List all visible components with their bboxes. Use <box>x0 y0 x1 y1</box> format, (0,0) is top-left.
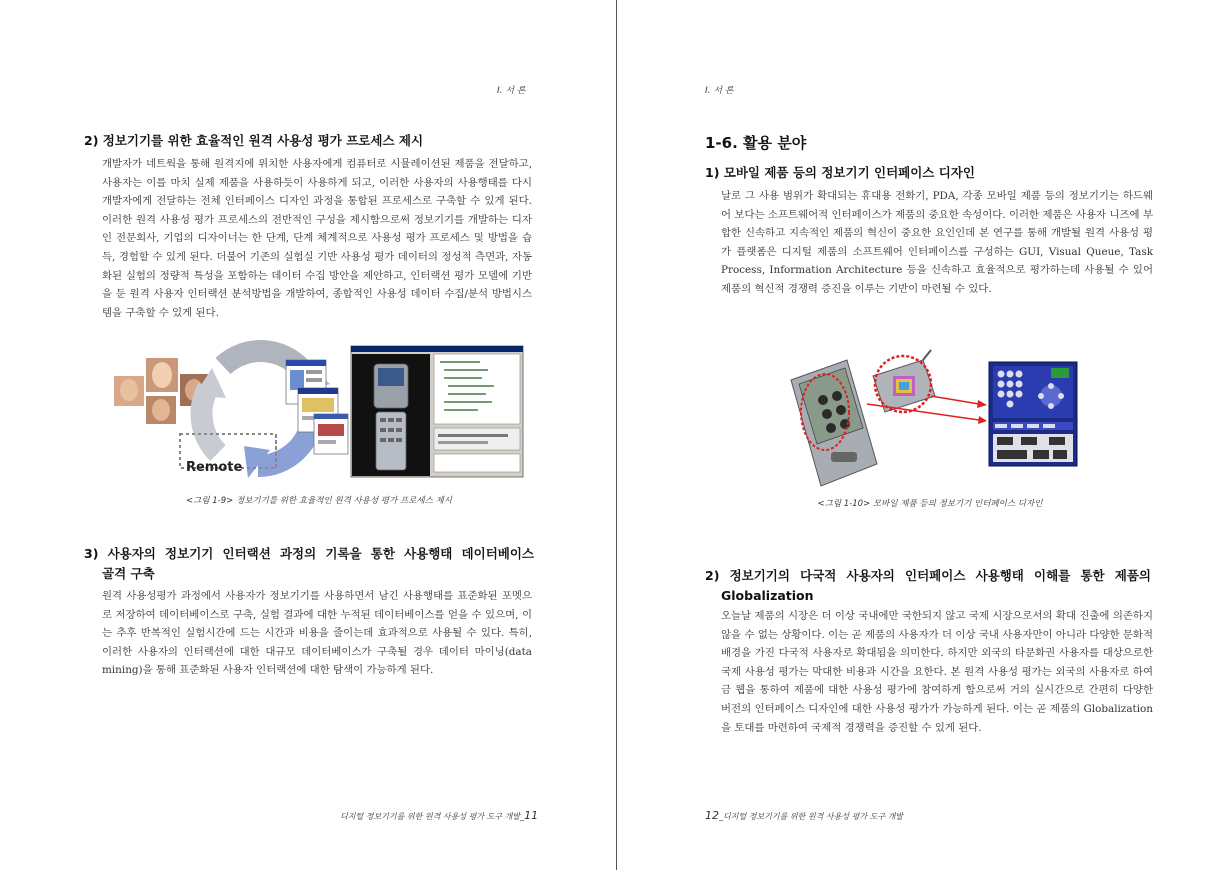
phone-device <box>873 350 935 412</box>
remote-label: Remote <box>186 460 243 475</box>
section-body: 오늘날 제품의 시장은 더 이상 국내에만 국한되지 않고 국제 시장으로서의 확대 진출에 의존하지 않을 수 없는 상황이다. 이는 곧 제품의 사용자가 더 이상 국내 사용자만이 아니라 다양한 문화적 배경을 가진 다국적 사용자로 확대됨을 의미한다. 하지만 외국의 타문화권 사용자를 대상으로한 국제 사용성 평가는 막대한 비용과 시간을 요한다. 본 원격 사용성 평가는 외국의 사용자로 하여금 웹을 통하여 제품에 대한 사용성 평가에 참여하게 함으로써 거의 실시간으로 간편히 다양한 버전의 인터페이스 디자인에 대한 사용성 평가가 가능하게 된다. 이는 곧 제품의 Globalization을 토대를 마련하여 국제적 경쟁력을 증진할 수 있게 된다. <box>721 610 1153 734</box>
page-footer <box>705 809 903 822</box>
right-page <box>617 0 1232 870</box>
footer-title: 디지털 정보기기를 위한 원격 사용성 평가 도구 개발_ <box>340 812 525 821</box>
section-body: 날로 그 사용 범위가 확대되는 휴대용 전화기, PDA, 각종 모바일 제품 등의 정보기기는 하드웨어 보다는 소프트웨어적 인터페이스가 제품의 중요한 속성이다. 이러한 제품은 사용자 니즈에 부합한 신속하고 지속적인 제품의 혁신이 중요한 요인인데 본 연구를 통해 개발될 원격 사용성 평가 플랫폼은 디지털 제품의 소프트웨어 인터페이스를 구성하는 GUI, Visual Queue, Task Process, Information Architecture 등을 신속하고 효율적으로 평가하는데 사용될 수 있어 제품의 혁신적 경쟁력 증진을 이루는 기반이 마련될 수 있다. <box>721 190 1153 295</box>
running-header: I. 서 론 <box>705 86 734 96</box>
section-body: 원격 사용성평가 과정에서 사용자가 정보기기를 사용하면서 남긴 사용행태를 표준화된 포멧으로 저장하여 데이터베이스로 구축, 실험 결과에 대한 누적된 데이터베이스를 얻을 수 있으며, 이는 추후 반복적인 실험시간에 드는 시간과 비용을 줄이는데 효과적으로 사용될 수 있다. 특히, 이러한 사용자의 인터랙션에 대한 대규모 데이터베이스가 구축될 경우 데이터 마이닝(data mining)을 통해 표준화된 사용자 인터랙션에 대한 탐색이 가능하게 된다. <box>102 590 532 677</box>
figure-caption: <그림 1-10> 모바일 제품 등의 정보기기 인터페이스 디자인 <box>817 499 1043 509</box>
mobile-interface-illustration <box>789 346 1079 488</box>
figure-caption: <그림 1-9> 정보기기를 위한 효율적인 원격 사용성 평가 프로세스 제시 <box>186 496 452 506</box>
page-footer <box>340 809 538 822</box>
heading-line: 골격 구축 <box>102 566 155 581</box>
section-heading: 1) 모바일 제품 등의 정보기기 인터페이스 디자인 <box>705 165 975 180</box>
section-heading <box>705 566 1151 606</box>
running-header: I. 서 론 <box>497 86 526 96</box>
page-number: 12 <box>705 809 719 822</box>
section-heading: 2) 정보기기를 위한 효율적인 원격 사용성 평가 프로세스 제시 <box>84 133 424 148</box>
section-heading <box>84 544 534 584</box>
section-body: 개발자가 네트웍을 통해 원격지에 위치한 사용자에게 컴퓨터로 시뮬레이션된 제품을 전달하고, 사용자는 이를 마치 실제 제품을 사용하듯이 사용하게 되고, 이러한 사용자의 사용행태를 다시 개발자에게 전달하는 전체 인터페이스 디자인 과정을 통합된 프로세스로 구축할 수 있게 된다. 이러한 원격 사용성 평가 프로세스의 전반적인 구성을 제시함으로써 정보기기를 개발하는 디자인 전문회사, 기업의 디자이너는 한 단계, 단계 체계적으로 사용성 평가 프로세스 및 방법을 습득, 경험할 수 있게 된다. 더불어 기존의 실험실 기반 사용성 평가 데이터의 정성적 측면과, 자동화된 실험의 정량적 특성을 포함하는 데이터 수집 방안을 제안하고, 인터랙션 평가 모델에 기반을 둔 원격 사용자 인터랙션 분석방법을 개발하여, 종합적인 사용성 데이터 수집/분석 방법시스템을 구축할 수 있게 된다. <box>102 158 532 319</box>
remote-control-ui <box>989 362 1077 466</box>
chapter-heading: 1-6. 활용 분야 <box>705 134 807 152</box>
page-number: 11 <box>524 809 539 822</box>
footer-title: _디지털 정보기기를 위한 원격 사용성 평가 도구 개발 <box>719 812 904 821</box>
heading-line: 3) 사용자의 정보기기 인터랙션 과정의 기록을 통한 사용행태 데이터베이스 <box>84 546 534 561</box>
remote-process-illustration <box>108 338 528 483</box>
heading-line: 2) 정보기기의 다국적 사용자의 인터페이스 사용행태 이해를 통한 제품의 <box>705 568 1151 583</box>
phone-simulator-window <box>351 346 523 477</box>
heading-line: Globalization <box>721 588 814 603</box>
figure-mobile-interface <box>789 346 1079 488</box>
pda-device <box>791 360 877 486</box>
figure-remote-process <box>108 338 528 483</box>
